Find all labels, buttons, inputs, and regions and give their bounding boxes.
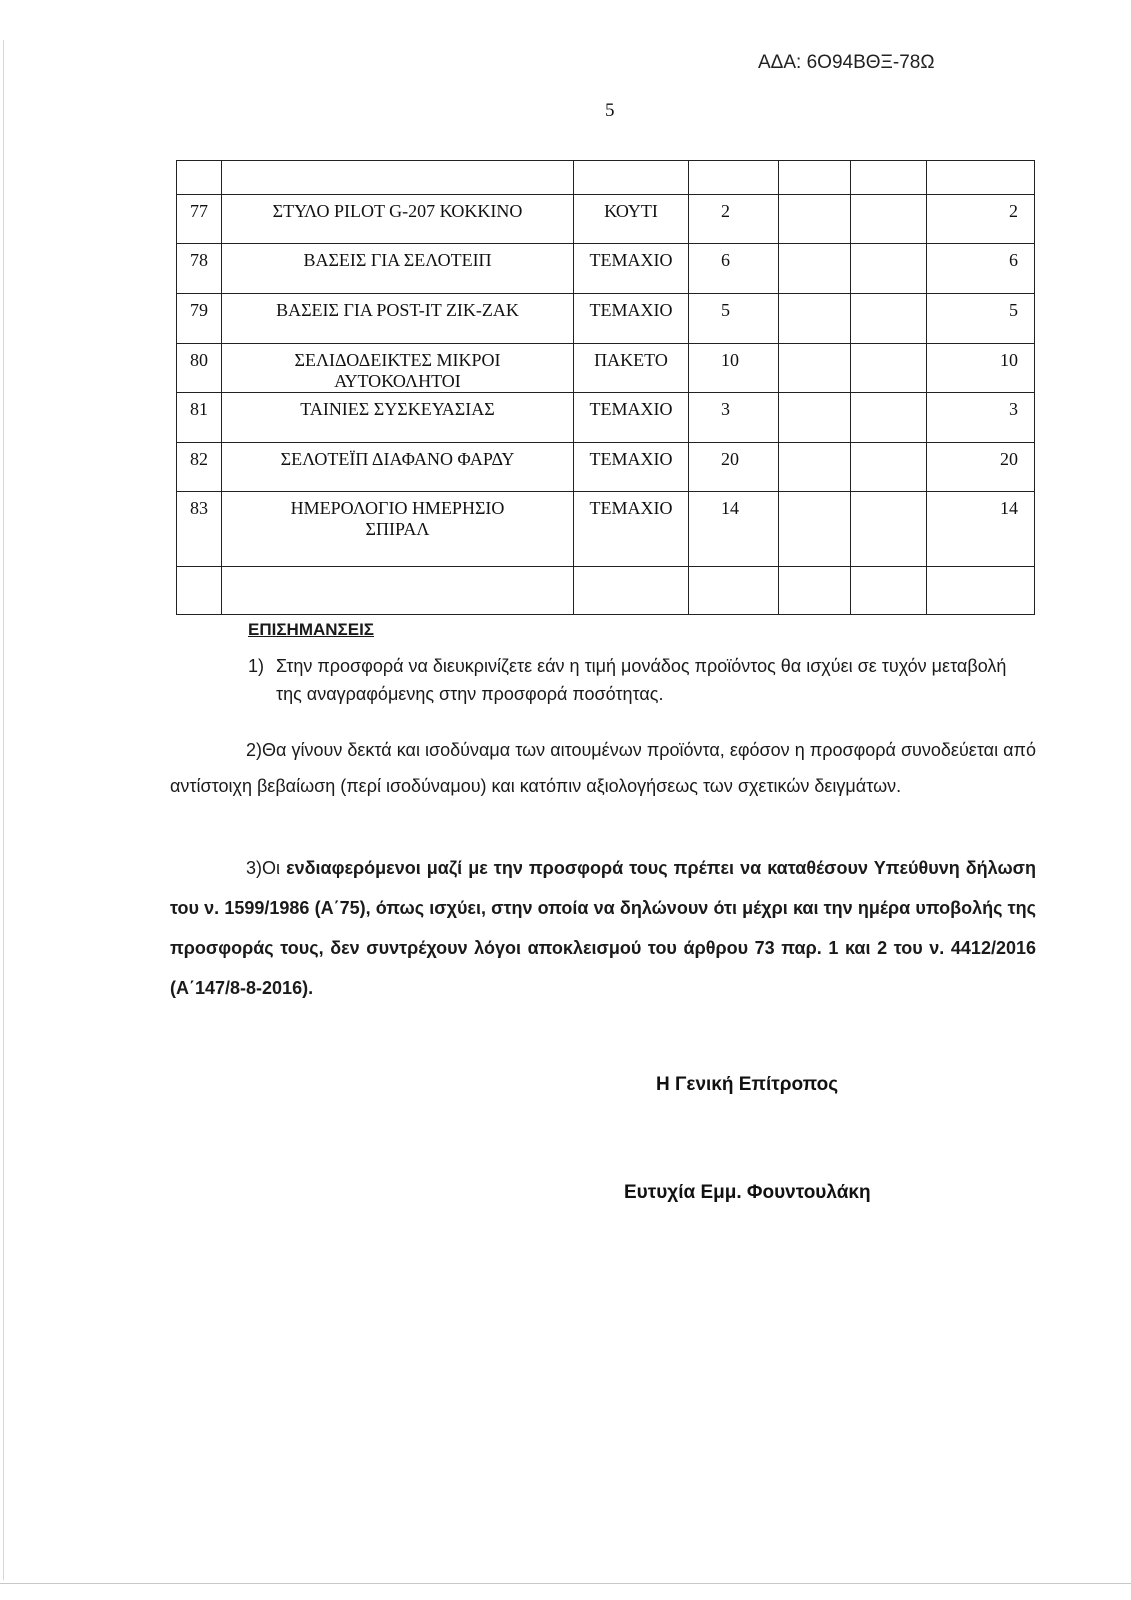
note-1 <box>248 652 1028 708</box>
item-unit: ΤΕΜΑΧΙΟ <box>574 393 689 443</box>
table-cell <box>779 492 851 567</box>
table-cell <box>779 567 851 615</box>
item-quantity: 5 <box>689 294 779 344</box>
item-number: 81 <box>177 393 222 443</box>
signatory-name: Ευτυχία Εμμ. Φουντουλάκη <box>624 1182 871 1203</box>
item-description: ΣΕΛΙΔΟΔΕΙΚΤΕΣ ΜΙΚΡΟΙ ΑΥΤΟΚΟΛΗΤΟΙ <box>222 344 574 393</box>
item-description: ΣΕΛΟΤΕΪΠ ΔΙΑΦΑΝΟ ΦΑΡΔΥ <box>222 443 574 492</box>
notes-title: ΕΠΙΣΗΜΑΝΣΕΙΣ <box>248 620 374 639</box>
table-row <box>177 393 1035 443</box>
item-quantity: 14 <box>689 492 779 567</box>
table-cell <box>851 567 927 615</box>
item-total: 6 <box>927 244 1035 294</box>
table-cell <box>851 393 927 443</box>
items-table <box>176 160 1035 615</box>
item-unit: ΤΕΜΑΧΙΟ <box>574 492 689 567</box>
item-description: ΒΑΣΕΙΣ ΓΙΑ ΣΕΛΟΤΕΙΠ <box>222 244 574 294</box>
table-cell <box>779 443 851 492</box>
table-cell <box>779 195 851 244</box>
table-cell <box>779 244 851 294</box>
item-description: ΗΜΕΡΟΛΟΓΙΟ ΗΜΕΡΗΣΙΟ ΣΠΙΡΑΛ <box>222 492 574 567</box>
item-quantity: 3 <box>689 393 779 443</box>
table-cell <box>689 161 779 195</box>
table-row <box>177 344 1035 393</box>
table-cell <box>222 161 574 195</box>
table-row <box>177 443 1035 492</box>
item-unit: ΚΟΥΤΙ <box>574 195 689 244</box>
table-cell <box>689 567 779 615</box>
item-unit: ΤΕΜΑΧΙΟ <box>574 443 689 492</box>
note-3 <box>170 848 1036 1008</box>
note-3-text: ενδιαφερόμενοι μαζί με την προσφορά τους πρέπει να καταθέσουν Υπεύθυνη δήλωση του ν. 1599/1986 (Α΄75), όπως ισχύει, στην οποία να δηλώνουν ότι μέχρι και την ημέρα υποβολής της προσφοράς τους, δεν συντρέχουν λόγοι αποκλεισμού του άρθρου 73 παρ. 1 και 2 του ν. 4412/2016 (Α΄147/8-8-2016). <box>170 858 1036 998</box>
item-unit: ΠΑΚΕΤΟ <box>574 344 689 393</box>
item-unit: ΤΕΜΑΧΙΟ <box>574 294 689 344</box>
item-quantity: 2 <box>689 195 779 244</box>
item-total: 2 <box>927 195 1035 244</box>
item-number: 79 <box>177 294 222 344</box>
item-description: ΒΑΣΕΙΣ ΓΙΑ POST-IT ZIK-ZAK <box>222 294 574 344</box>
table-cell <box>222 567 574 615</box>
table-cell <box>177 567 222 615</box>
table-row-empty-top <box>177 161 1035 195</box>
table-cell <box>851 492 927 567</box>
note-1-text: Στην προσφορά να διευκρινίζετε εάν η τιμή μονάδος προϊόντος θα ισχύει σε τυχόν μεταβολή της αναγραφόμενης στην προσφορά ποσότητας. <box>276 656 1007 704</box>
table-cell <box>574 567 689 615</box>
item-total: 20 <box>927 443 1035 492</box>
table-cell <box>927 161 1035 195</box>
ada-code: ΑΔΑ: 6Ο94ΒΘΞ-78Ω <box>758 52 935 73</box>
item-unit: ΤΕΜΑΧΙΟ <box>574 244 689 294</box>
item-number: 82 <box>177 443 222 492</box>
item-description: ΣΤΥΛΟ PILOT G-207 ΚΟΚΚΙΝΟ <box>222 195 574 244</box>
item-quantity: 20 <box>689 443 779 492</box>
table-cell <box>851 161 927 195</box>
item-total: 14 <box>927 492 1035 567</box>
item-number: 77 <box>177 195 222 244</box>
item-total: 5 <box>927 294 1035 344</box>
table-cell <box>574 161 689 195</box>
page-number: 5 <box>605 100 615 121</box>
table-cell <box>851 443 927 492</box>
scan-bottom-line <box>0 1583 1131 1584</box>
table-cell <box>851 195 927 244</box>
table-cell <box>851 344 927 393</box>
table-row <box>177 195 1035 244</box>
note-1-index: 1) <box>248 656 265 676</box>
item-quantity: 6 <box>689 244 779 294</box>
table-cell <box>779 161 851 195</box>
item-number: 83 <box>177 492 222 567</box>
table-row <box>177 244 1035 294</box>
item-number: 78 <box>177 244 222 294</box>
table-row-empty-bottom <box>177 567 1035 615</box>
item-total: 3 <box>927 393 1035 443</box>
signatory-title: Η Γενική Επίτροπος <box>656 1074 839 1095</box>
item-total: 10 <box>927 344 1035 393</box>
table-row <box>177 294 1035 344</box>
table-row <box>177 492 1035 567</box>
note-3-prefix: 3)Οι <box>246 858 281 878</box>
table-cell <box>927 567 1035 615</box>
note-2: 2)Θα γίνουν δεκτά και ισοδύναμα των αιτουμένων προϊόντα, εφόσον η προσφορά συνοδεύεται από αντίστοιχη βεβαίωση (περί ισοδύναμου) και κατόπιν αξιολογήσεως των σχετικών δειγμάτων. <box>170 740 1036 796</box>
table-cell <box>779 344 851 393</box>
scan-margin-line <box>3 40 4 1580</box>
table-cell <box>779 294 851 344</box>
table-cell <box>177 161 222 195</box>
item-number: 80 <box>177 344 222 393</box>
item-quantity: 10 <box>689 344 779 393</box>
item-description: ΤΑΙΝΙΕΣ ΣΥΣΚΕΥΑΣΙΑΣ <box>222 393 574 443</box>
table-cell <box>851 294 927 344</box>
table-cell <box>851 244 927 294</box>
table-cell <box>779 393 851 443</box>
